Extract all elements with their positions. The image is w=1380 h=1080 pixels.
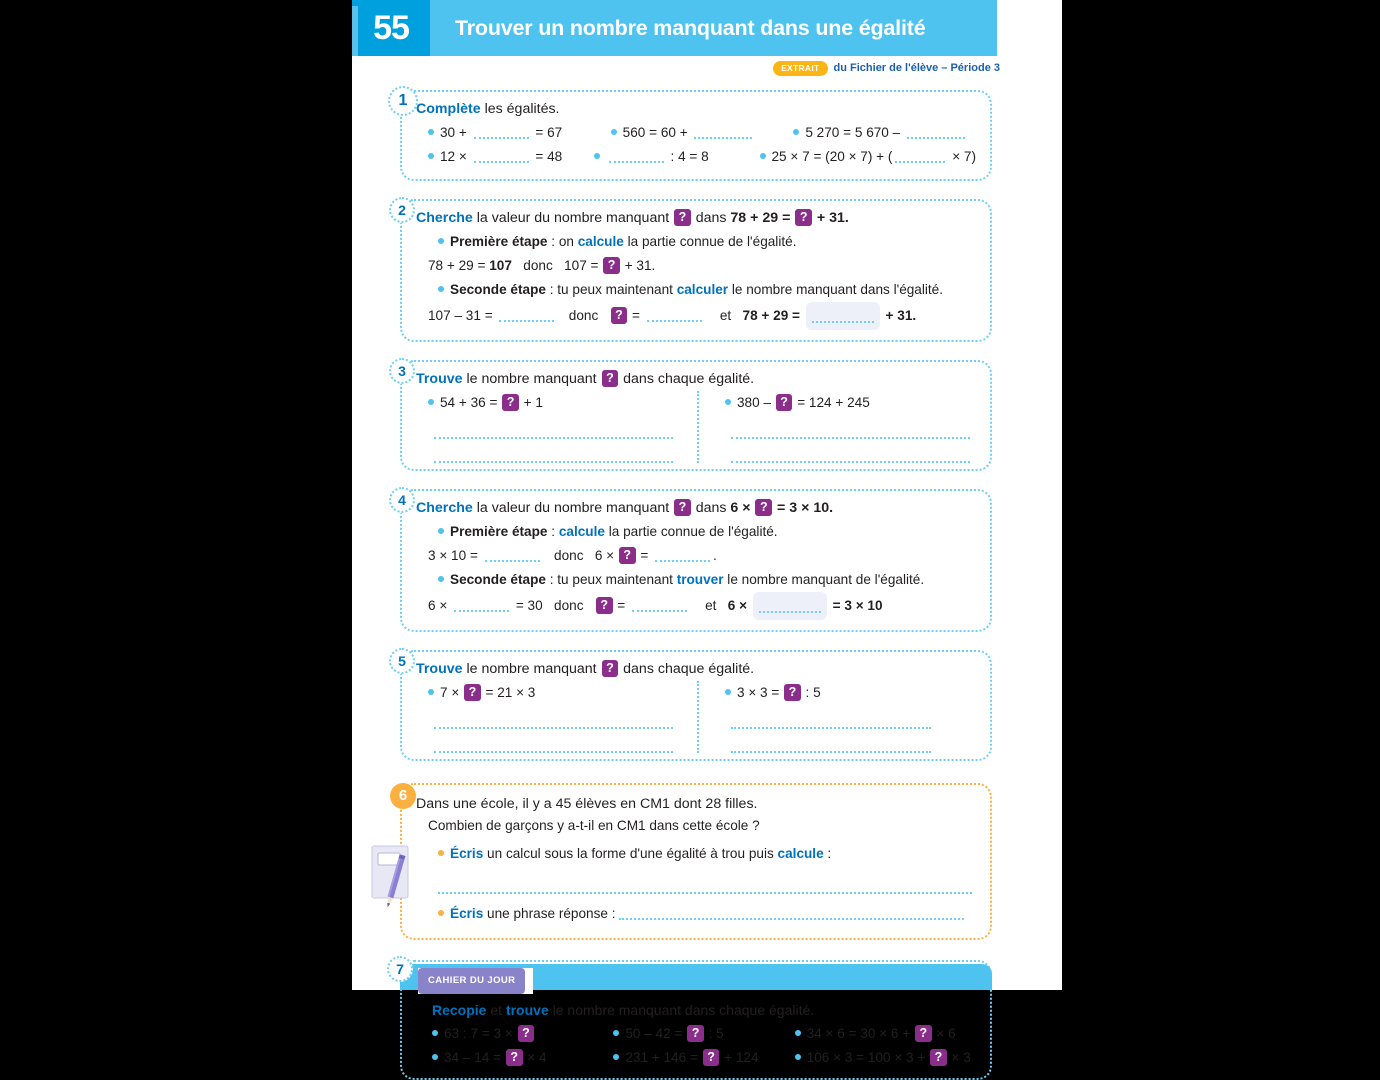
ans-c: + 31.	[881, 307, 917, 323]
notebook-pencil-icon	[364, 840, 424, 920]
step-verb: trouver	[676, 571, 724, 587]
step-text-b: le nombre manquant dans l'égalité.	[728, 281, 944, 297]
exercise-5-box	[400, 650, 992, 761]
exercise-7-end: le nombre manquant dans chaque égalité.	[548, 1001, 815, 1018]
bullet-icon	[438, 850, 444, 856]
write-line[interactable]	[434, 437, 673, 439]
exercise-2	[400, 199, 992, 342]
exercise-6	[400, 783, 992, 940]
exercise-3-verb: Trouve	[416, 370, 463, 387]
exercise-1-heading-rest: les égalités.	[480, 100, 560, 117]
bullet-icon	[432, 1030, 438, 1036]
question-chip-icon: ?	[755, 499, 772, 517]
exercise-4-dans: dans	[691, 499, 731, 516]
item-pre: 25 × 7 = (20 × 7) + (	[771, 148, 893, 164]
item-pre: 50 – 42 =	[625, 1025, 687, 1041]
exercise-3-col-right	[697, 391, 976, 463]
ecris-verb: Écris	[450, 905, 484, 921]
exercise-1-row-2	[428, 145, 976, 169]
exercise-1-verb: Complète	[416, 100, 481, 117]
exercise-5	[400, 650, 992, 761]
write-line[interactable]	[434, 461, 673, 463]
bullet-icon	[438, 576, 444, 582]
lesson-number-text: 55	[373, 8, 409, 47]
calc-d: .	[713, 547, 717, 563]
highlighted-answer-box[interactable]	[806, 302, 880, 330]
calc-a: 3 × 10 =	[428, 547, 482, 563]
ans-c: = 3 × 10	[828, 597, 883, 613]
question-chip-icon: ?	[619, 547, 636, 565]
exercise-2-eq-a: 78 + 29 =	[730, 209, 795, 226]
exercise-5-col-left	[428, 681, 697, 753]
answer-blank[interactable]	[812, 310, 874, 323]
exercise-2-eq-b: + 31.	[812, 209, 849, 226]
et-label: et	[705, 597, 717, 613]
exercise-2-heading-mid: la valeur du nombre manquant	[472, 209, 674, 226]
exercise-1-number: 1	[388, 86, 418, 116]
exercise-1-box	[400, 90, 992, 181]
exercise-3-box	[400, 360, 992, 471]
answer-blank[interactable]	[632, 599, 687, 612]
bullet-icon	[795, 1030, 801, 1036]
trouve-verb: trouve	[505, 1001, 549, 1018]
exercise-4-step-1	[438, 520, 976, 544]
item-post: = 21 × 3	[481, 684, 536, 700]
exercise-1-heading	[416, 99, 568, 119]
exercise-6-line-2: Combien de garçons y a-t-il en CM1 dans cette école ?	[428, 817, 760, 833]
highlighted-answer-box[interactable]	[753, 592, 827, 620]
bullet-icon	[795, 1054, 801, 1060]
question-chip-icon: ?	[784, 684, 801, 702]
bullet-icon	[438, 286, 444, 292]
bullet-icon	[438, 238, 444, 244]
calcule-verb: calcule	[777, 845, 824, 861]
exercise-7-row-2	[432, 1046, 976, 1070]
donc-label: donc	[523, 257, 553, 273]
worksheet-page	[352, 0, 1062, 1065]
bullet-icon	[760, 153, 766, 159]
calc-b: 6 ×	[594, 547, 618, 563]
ans-eq: =	[628, 307, 644, 323]
item	[428, 391, 679, 415]
bullet-icon	[613, 1054, 619, 1060]
item-post: × 3	[947, 1049, 971, 1065]
ecris-verb: Écris	[450, 845, 484, 861]
exercise-2-step-2	[438, 278, 976, 302]
item-pre: 54 + 36 =	[440, 394, 502, 410]
et-label: et	[719, 307, 732, 323]
exercise-5-col-right	[697, 681, 976, 753]
bullet-icon	[725, 689, 731, 695]
item-pre: 380 –	[737, 394, 775, 410]
bullet-icon	[432, 1054, 438, 1060]
write-line[interactable]	[438, 892, 972, 894]
extrait-source-text: du Fichier de l'élève – Période 3	[833, 62, 1000, 75]
exercise-6-bullet-2	[438, 902, 976, 926]
item-post: = 124 + 245	[793, 394, 870, 410]
item	[432, 1046, 613, 1070]
header-accent-bar	[352, 6, 358, 56]
item	[613, 1022, 794, 1046]
write-line[interactable]	[731, 461, 970, 463]
item	[428, 145, 594, 169]
question-chip-icon: ?	[674, 209, 691, 227]
exercise-2-calc-line	[428, 254, 976, 278]
exercise-2-verb: Cherche	[416, 209, 473, 226]
bullet-icon	[611, 129, 617, 135]
item-post: + 124	[720, 1049, 759, 1065]
item-pre: 63 : 7 = 3 ×	[444, 1025, 517, 1041]
bullet-icon	[793, 129, 799, 135]
exercise-5-heading	[416, 659, 762, 679]
exercise-2-box	[400, 199, 992, 342]
exercise-3	[400, 360, 992, 471]
write-line[interactable]	[434, 727, 673, 729]
question-chip-icon: ?	[703, 1049, 720, 1067]
answer-blank[interactable]	[655, 549, 710, 562]
item	[428, 121, 611, 145]
step-label: Première étape	[450, 523, 548, 539]
question-chip-icon: ?	[602, 370, 619, 388]
step-text: : tu peux maintenant	[545, 571, 677, 587]
bullet-icon	[438, 910, 444, 916]
item-pre: 3 × 3 =	[737, 684, 784, 700]
item	[594, 145, 760, 169]
recopie-verb: Recopie	[432, 1001, 487, 1018]
bullet-icon	[438, 528, 444, 534]
item-post: : 5	[801, 684, 821, 700]
bullet-icon	[428, 399, 434, 405]
question-chip-icon: ?	[776, 394, 793, 412]
item	[428, 681, 679, 705]
question-chip-icon: ?	[930, 1049, 947, 1067]
write-line[interactable]	[731, 727, 931, 729]
item	[725, 391, 976, 415]
exercise-3-heading	[416, 369, 762, 389]
exercise-7-instruction	[432, 998, 976, 1022]
extrait-row	[352, 61, 1000, 76]
exercise-4-verb: Cherche	[416, 499, 473, 516]
step-text-b: la partie connue de l'égalité.	[604, 523, 778, 539]
exercise-2-number: 2	[389, 197, 415, 223]
step-label: Seconde étape	[450, 281, 546, 297]
exercise-5-verb: Trouve	[416, 660, 463, 677]
step-label: Première étape	[450, 233, 548, 249]
answer-blank[interactable]	[474, 150, 529, 163]
answer-blank[interactable]	[474, 126, 529, 139]
exercise-2-dans: dans	[691, 209, 731, 226]
answer-blank[interactable]	[694, 126, 752, 139]
exercise-6-number: 6	[390, 783, 416, 809]
ans-a2: = 30	[512, 597, 543, 613]
exercise-2-step-1	[438, 230, 976, 254]
exercise-4-step-2	[438, 568, 976, 592]
extrait-badge: EXTRAIT	[773, 61, 827, 76]
step-text: : on	[547, 233, 578, 249]
exercise-7-mid: et	[486, 1001, 506, 1018]
item-post: = 67	[531, 124, 563, 140]
write-line[interactable]	[731, 751, 931, 753]
exercise-6-line-1: Dans une école, il y a 45 élèves en CM1 dont 28 filles.	[416, 794, 765, 814]
step-verb: calculer	[676, 281, 729, 297]
item-pre: 7 ×	[440, 684, 464, 700]
question-chip-icon: ?	[674, 499, 691, 517]
bullet-icon	[428, 129, 434, 135]
item	[613, 1046, 794, 1070]
donc-label: donc	[568, 307, 599, 323]
answer-blank[interactable]	[609, 150, 664, 163]
question-chip-icon: ?	[464, 684, 481, 702]
exercise-6-box	[400, 783, 992, 940]
exercise-2-heading	[416, 208, 857, 228]
item-pre: 12 ×	[440, 148, 471, 164]
exercise-4-box	[400, 489, 992, 632]
lesson-number	[352, 0, 430, 56]
question-chip-icon: ?	[915, 1025, 932, 1043]
question-chip-icon: ?	[502, 394, 519, 412]
exercise-4-heading-mid: la valeur du nombre manquant	[472, 499, 674, 516]
bullet-1-text-b: :	[823, 845, 832, 861]
donc-label: donc	[554, 547, 584, 563]
ans-a: 107 – 31 =	[428, 307, 497, 323]
answer-blank[interactable]	[485, 549, 540, 562]
step-verb: calcule	[558, 523, 605, 539]
answer-blank[interactable]	[647, 309, 702, 322]
question-chip-icon: ?	[602, 660, 619, 678]
page-title: Trouver un nombre manquant dans une égalité	[430, 0, 997, 56]
exercise-4-calc-line	[428, 544, 976, 568]
answer-blank[interactable]	[759, 600, 821, 613]
answer-blank[interactable]	[499, 309, 554, 322]
exercise-4-heading	[416, 498, 841, 518]
exercise-5-columns	[428, 681, 976, 753]
write-line[interactable]	[434, 751, 673, 753]
item-post: : 5	[704, 1025, 724, 1041]
answer-blank[interactable]	[895, 150, 945, 163]
exercise-2-answer-line	[428, 302, 976, 330]
exercise-4-number: 4	[389, 487, 415, 513]
item-post: × 6	[932, 1025, 956, 1041]
ans-b: 6 ×	[727, 597, 751, 613]
exercise-3-heading-end: dans chaque égalité.	[619, 370, 755, 387]
ans-a: 6 ×	[428, 597, 452, 613]
bullet-icon	[613, 1030, 619, 1036]
question-chip-icon: ?	[687, 1025, 704, 1043]
item-post: : 4 = 8	[666, 148, 709, 164]
calc-c: + 31.	[620, 257, 656, 273]
item-post: + 1	[519, 394, 543, 410]
bullet-1-text: un calcul sous la forme d'une égalité à trou puis	[483, 845, 778, 861]
item-pre: 106 × 3 = 100 × 3 +	[806, 1049, 930, 1065]
step-label: Seconde étape	[450, 571, 546, 587]
exercise-1-row-1	[428, 121, 976, 145]
item	[793, 121, 976, 145]
exercise-4	[400, 489, 992, 632]
item-post: = 48	[531, 148, 563, 164]
question-chip-icon: ?	[603, 257, 620, 275]
answer-blank[interactable]	[907, 126, 965, 139]
answer-blank[interactable]	[619, 907, 964, 920]
exercise-4-eq-b: = 3 × 10.	[773, 499, 834, 516]
item-pre: 560 = 60 +	[622, 124, 692, 140]
bullet-icon	[428, 689, 434, 695]
step-text-b: la partie connue de l'égalité.	[623, 233, 797, 249]
question-chip-icon: ?	[518, 1025, 535, 1043]
step-text-b: le nombre manquant de l'égalité.	[723, 571, 925, 587]
exercise-5-heading-end: dans chaque égalité.	[619, 660, 755, 677]
item	[611, 121, 794, 145]
step-text: :	[547, 523, 559, 539]
question-chip-icon: ?	[596, 597, 613, 615]
item	[760, 145, 977, 169]
item-pre: 231 + 146 =	[625, 1049, 702, 1065]
exercise-4-answer-line	[428, 592, 976, 620]
item-pre: 30 +	[440, 124, 471, 140]
exercise-7-row-1	[432, 1022, 976, 1046]
answer-blank[interactable]	[454, 599, 509, 612]
step-verb: calcule	[577, 233, 624, 249]
item-pre: 34 – 14 =	[444, 1049, 505, 1065]
cahier-du-jour-badge: CAHIER DU JOUR	[418, 968, 525, 994]
exercise-4-eq-a: 6 ×	[730, 499, 755, 516]
bullet-icon	[725, 399, 731, 405]
item-post: × 4	[523, 1049, 547, 1065]
calc-a: 78 + 29 =	[428, 257, 490, 273]
ans-eq: =	[613, 597, 629, 613]
exercise-3-heading-mid: le nombre manquant	[462, 370, 601, 387]
item	[725, 681, 976, 705]
item	[795, 1022, 976, 1046]
exercise-6-bullet-1	[438, 842, 976, 866]
step-text: : tu peux maintenant	[545, 281, 677, 297]
calc-b: 107 =	[564, 257, 603, 273]
question-chip-icon: ?	[611, 307, 628, 325]
exercise-3-col-left	[428, 391, 697, 463]
calc-c: =	[636, 547, 653, 563]
question-chip-icon: ?	[795, 209, 812, 227]
item	[432, 1022, 613, 1046]
exercise-3-columns	[428, 391, 976, 463]
item-post: × 7)	[948, 148, 977, 164]
exercise-7-number: 7	[387, 956, 413, 982]
item-pre: 34 × 6 = 30 × 6 +	[806, 1025, 914, 1041]
exercise-5-heading-mid: le nombre manquant	[462, 660, 601, 677]
item-pre: 5 270 = 5 670 –	[805, 124, 904, 140]
question-chip-icon: ?	[506, 1049, 523, 1067]
calc-result: 107	[489, 257, 512, 273]
page-header	[352, 0, 997, 56]
bullet-icon	[594, 153, 600, 159]
ans-b: 78 + 29 =	[742, 307, 804, 323]
item	[795, 1046, 976, 1070]
exercise-1	[400, 90, 992, 181]
bullet-icon	[428, 153, 434, 159]
exercise-5-number: 5	[389, 648, 415, 674]
exercise-3-number: 3	[389, 358, 415, 384]
donc-label: donc	[554, 597, 584, 613]
bullet-2-text: une phrase réponse :	[483, 905, 616, 921]
write-line[interactable]	[731, 437, 970, 439]
